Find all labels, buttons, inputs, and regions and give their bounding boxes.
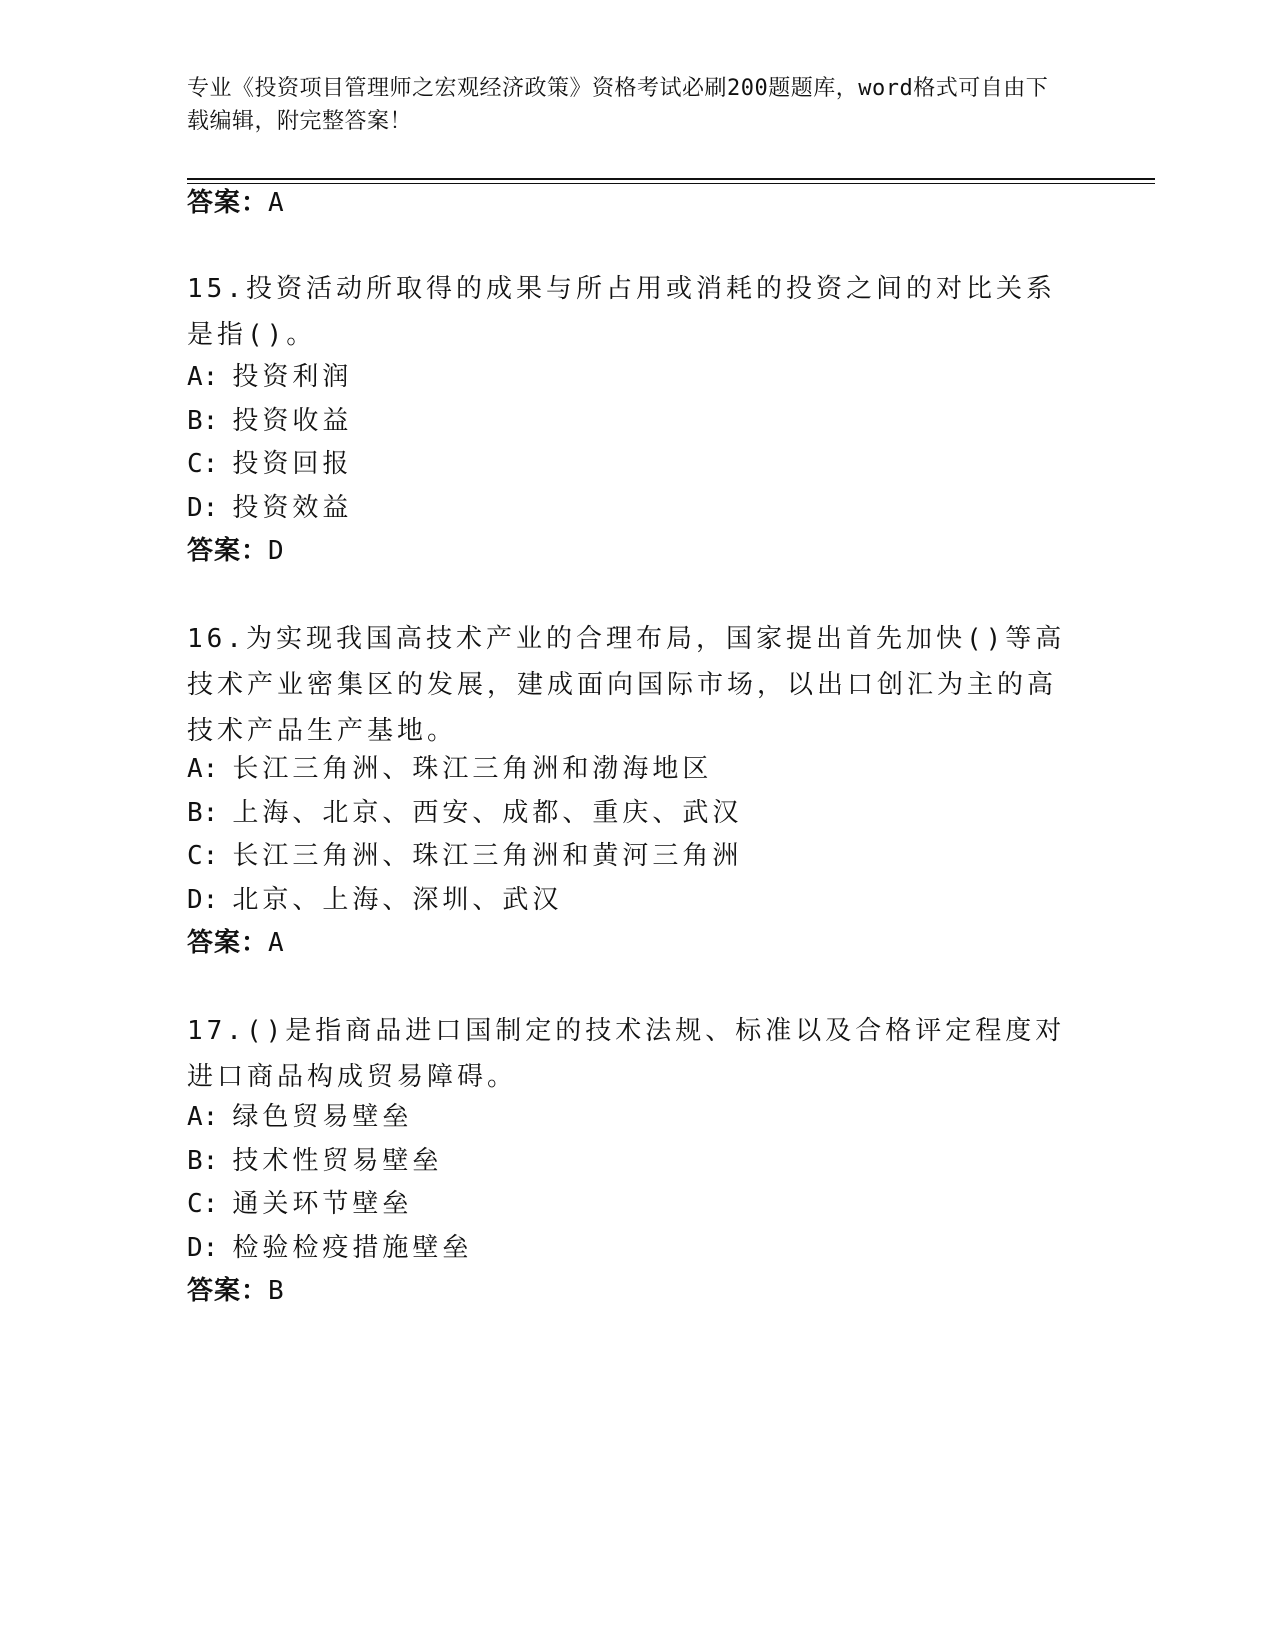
option-letter: D: [187, 885, 219, 915]
option-c [187, 839, 742, 873]
option-letter: D: [187, 493, 219, 523]
option-text: 技术性贸易壁垒 [232, 1146, 443, 1176]
option-b [187, 796, 742, 830]
option-text: 投资利润 [232, 362, 353, 392]
answer-value: A [268, 188, 285, 218]
option-b [187, 1144, 442, 1178]
answer-line [187, 926, 285, 960]
option-text: 上海、北京、西安、成都、重庆、武汉 [232, 798, 743, 828]
option-letter: B: [187, 406, 219, 436]
answer-label: 答案： [187, 1276, 269, 1306]
header-rule-thin [187, 183, 1155, 184]
option-text: 投资收益 [232, 406, 353, 436]
question-stem: 15.投资活动所取得的成果与所占用或消耗的投资之间的对比关系是指()。 [187, 274, 1056, 350]
answer-label: 答案： [187, 928, 269, 958]
answer-value: A [268, 928, 285, 958]
document-header: 专业《投资项目管理师之宏观经济政策》资格考试必刷200题题库，word格式可自由下载编辑，附完整答案！ [187, 76, 1049, 134]
option-text: 长江三角洲、珠江三角洲和黄河三角洲 [232, 841, 743, 871]
option-c [187, 1187, 412, 1221]
option-letter: A: [187, 754, 219, 784]
option-a [187, 1100, 412, 1134]
option-text: 通关环节壁垒 [232, 1189, 413, 1219]
answer-line [187, 186, 285, 220]
answer-value: B [268, 1276, 285, 1306]
answer-line [187, 1274, 285, 1308]
option-text: 长江三角洲、珠江三角洲和渤海地区 [232, 754, 713, 784]
option-text: 绿色贸易壁垒 [232, 1102, 413, 1132]
answer-value: D [268, 536, 285, 566]
option-letter: B: [187, 1146, 219, 1176]
option-letter: C: [187, 841, 219, 871]
answer-label: 答案： [187, 536, 269, 566]
option-d [187, 1231, 472, 1265]
option-letter: A: [187, 1102, 219, 1132]
option-a [187, 360, 352, 394]
option-b [187, 404, 352, 438]
header-rule-thick [187, 178, 1155, 180]
option-letter: C: [187, 449, 219, 479]
option-letter: B: [187, 798, 219, 828]
option-text: 投资回报 [232, 449, 353, 479]
option-a [187, 752, 712, 786]
option-letter: D: [187, 1233, 219, 1263]
option-d [187, 883, 562, 917]
question-stem: 17.()是指商品进口国制定的技术法规、标准以及合格评定程度对进口商品构成贸易障碍。 [187, 1016, 1066, 1092]
option-text: 检验检疫措施壁垒 [232, 1233, 473, 1263]
option-c [187, 447, 352, 481]
answer-line [187, 534, 285, 568]
question-stem: 16.为实现我国高技术产业的合理布局，国家提出首先加快()等高技术产业密集区的发展，建成面向国际市场，以出口创汇为主的高技术产品生产基地。 [187, 624, 1066, 746]
option-text: 投资效益 [232, 493, 353, 523]
option-letter: C: [187, 1189, 219, 1219]
option-d [187, 491, 352, 525]
answer-label: 答案： [187, 188, 269, 218]
option-text: 北京、上海、深圳、武汉 [232, 885, 563, 915]
option-letter: A: [187, 362, 219, 392]
